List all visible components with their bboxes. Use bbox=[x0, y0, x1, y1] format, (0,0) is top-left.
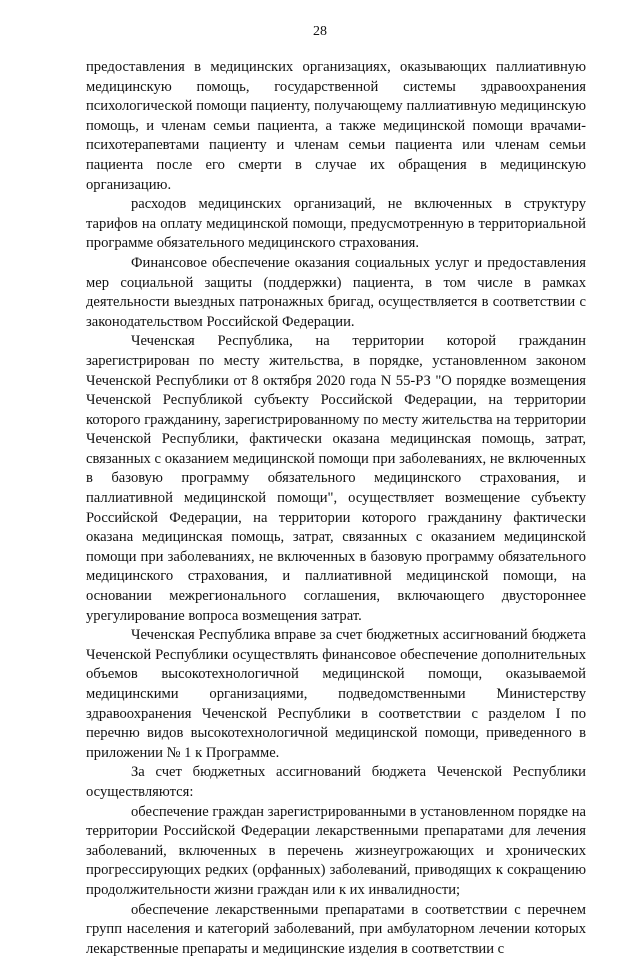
page-number: 28 bbox=[313, 24, 327, 39]
paragraph-orphan-diseases-drugs: обеспечение граждан зарегистрированными в установленном порядке на территории Российской Федерации лекарственными препаратами для лечения заболеваний, включенных в перечень жизнеугрожающих и хронических прогрессирующих редких (орфанных) заболеваний, приводящих к сокращению продолжительности жизни граждан или к их инвалидности; bbox=[86, 803, 586, 898]
paragraph-outpatient-drug-provision: обеспечение лекарственными препаратами в соответствии с перечнем групп населения и категорий заболеваний, при амбулаторном лечении которых лекарственные препараты и медицинские изделия в соответствии с bbox=[86, 901, 586, 957]
paragraph-budget-allocations-intro: За счет бюджетных ассигнований бюджета Чеченской Республики осуществляются: bbox=[86, 764, 586, 800]
paragraph-high-tech-medical-care: Чеченская Республика вправе за счет бюджетных ассигнований бюджета Чеченской Республики осуществлять финансовое обеспечение дополнительных объемов высокотехнологичной медицинской помощи, оказываемой медицинскими организациями, подведомственными Министерству здравоохранения Чеченской Республики в соответствии с разделом I по перечню видов высокотехнологичной медицинской помощи, приведенного в приложении № 1 к Программе. bbox=[86, 627, 586, 761]
document-body bbox=[86, 58, 586, 959]
paragraph-social-services-financing: Финансовое обеспечение оказания социальных услуг и предоставления мер социальной защиты (поддержки) пациента, в том числе в рамках деятельности выездных патронажных бригад, осуществляется в соответствии с законодательством Российской Федерации. bbox=[86, 254, 586, 330]
paragraph-palliative-psychological-help: предоставления в медицинских организациях, оказывающих паллиативную медицинскую помощь, государственной системы здравоохранения психологической помощи пациенту, получающему паллиативную медицинскую помощь, и членам семьи пациента, а также медицинской помощи врачами-психотерапевтами пациенту и членам семьи пациента или членам семьи пациента после его смерти в случае их обращения в медицинскую организацию. bbox=[86, 59, 586, 193]
paragraph-cost-reimbursement: Чеченская Республика, на территории которой гражданин зарегистрирован по месту жительства, в порядке, установленном законом Чеченской Республики от 8 октября 2020 года N 55-РЗ "О порядке возмещения Чеченской Республикой субъекту Российской Федерации, на территории которого гражданину, зарегистрированному по месту жительства на территории Чеченской Республики, фактически оказана медицинская помощь, затрат, связанных с оказанием медицинской помощи при заболеваниях, не включенных в базовую программу обязательного медицинского страхования, и паллиативной медицинской помощи", осуществляет возмещение субъекту Российской Федерации, на территории которого гражданину фактически оказана медицинская помощь, затрат, связанных с оказанием медицинской помощи при заболеваниях, не включенных в базовую программу обязательного медицинского страхования, и паллиативной медицинской помощи, на основании межрегионального соглашения, включающего двустороннее урегулирование вопроса возмещения затрат. bbox=[86, 333, 586, 624]
paragraph-medical-organization-expenses: расходов медицинских организаций, не включенных в структуру тарифов на оплату медицинской помощи, предусмотренную в территориальной программе обязательного медицинского страхования. bbox=[86, 196, 586, 252]
